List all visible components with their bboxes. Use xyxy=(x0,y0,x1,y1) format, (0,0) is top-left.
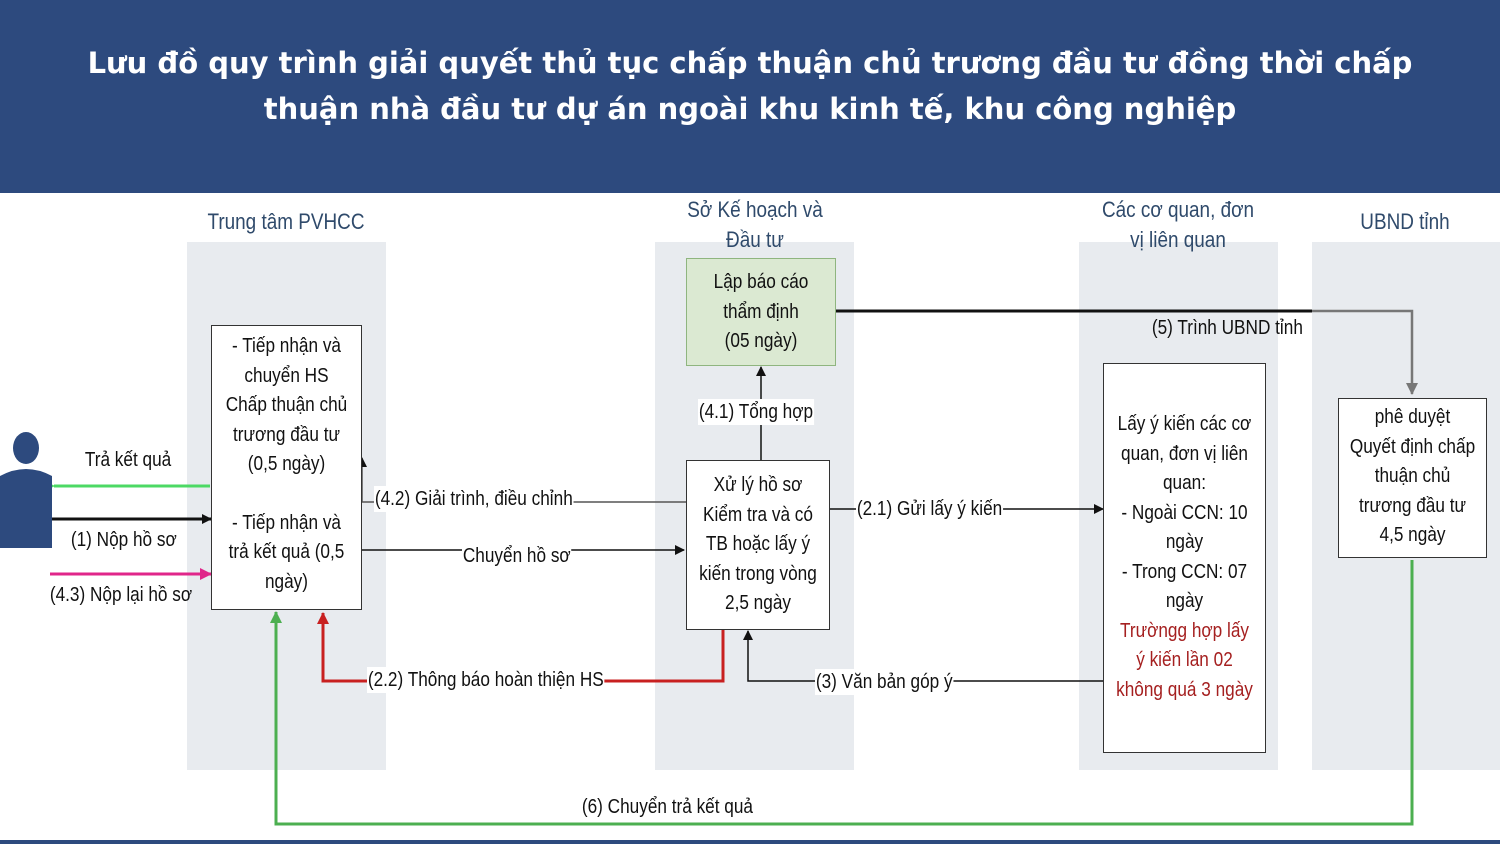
label-tong-hop: (4.1) Tổng hợp xyxy=(698,401,814,423)
label-thong-bao: (2.2) Thông báo hoàn thiện HS xyxy=(367,669,604,691)
label-chuyen-ho-so: Chuyển hồ sơ xyxy=(462,545,571,567)
page-title: Lưu đồ quy trình giải quyết thủ tục chấp thuận chủ trương đầu tư đồng thời chấp thuận nhà đầu tư dự án ngoài khu kinh tế, khu công nghiệp xyxy=(87,46,1413,126)
box-lay-y-kien xyxy=(1103,363,1266,753)
box-lay-y-kien-line: quan, đơn vị liên xyxy=(1121,442,1248,465)
box-lay-y-kien-note: ý kiến lần 02 xyxy=(1136,649,1233,671)
box-xu-ly-line: TB hoặc lấy ý xyxy=(705,533,811,555)
person-icon xyxy=(0,428,60,548)
box-lap-bao-cao-line: (05 ngày) xyxy=(724,330,798,352)
box-xu-ly-line: Kiểm tra và có xyxy=(703,503,813,526)
box-phe-duyet-line: thuận chủ xyxy=(1374,465,1451,487)
box-phe-duyet-line: trương đầu tư xyxy=(1359,494,1466,517)
lane-title-ubnd: UBND tỉnh xyxy=(1360,209,1450,234)
label-nop-lai: (4.3) Nộp lại hồ sơ xyxy=(49,584,193,606)
label-nop-ho-so: (1) Nộp hồ sơ xyxy=(70,529,177,551)
box-lap-bao-cao xyxy=(686,258,836,366)
box-lay-y-kien-note: không quá 3 ngày xyxy=(1116,678,1253,701)
box-xu-ly-line: kiến trong vòng xyxy=(699,562,817,585)
box-lay-y-kien-line: ngày xyxy=(1165,531,1204,553)
box-xu-ly-line: Xử lý hồ sơ xyxy=(713,474,803,496)
box-tiep-nhan-line: Chấp thuận chủ xyxy=(225,394,348,416)
lane-title-pvhcc: Trung tâm PVHCC xyxy=(207,209,365,234)
edge-trinh-ubnd xyxy=(1312,311,1412,394)
box-xu-ly xyxy=(686,460,830,630)
box-lap-bao-cao-line: thẩm định xyxy=(723,300,799,323)
box-tiep-nhan-line: ngày) xyxy=(264,570,309,593)
box-lay-y-kien-line: - Ngoài CCN: 10 xyxy=(1121,501,1248,524)
box-tiep-nhan-line: trương đầu tư xyxy=(233,423,340,446)
box-tiep-nhan-spacer xyxy=(222,480,350,509)
label-tra-ket-qua: Trả kết quả xyxy=(84,449,172,471)
label-chuyen-tra: (6) Chuyển trả kết quả xyxy=(581,796,753,818)
lane-title-skhdt: Sở Kế hoạch và Đầu tư xyxy=(687,197,823,252)
box-tiep-nhan-line: - Tiếp nhận và xyxy=(231,511,342,534)
box-lap-bao-cao-line: Lập báo cáo xyxy=(713,271,809,293)
box-lay-y-kien-note: Trườngg hợp lấy xyxy=(1119,619,1250,642)
box-phe-duyet-line: Quyết định chấp xyxy=(1349,435,1476,458)
box-tiep-nhan-line: chuyển HS xyxy=(244,364,329,387)
box-tiep-nhan-line: (0,5 ngày) xyxy=(247,453,326,475)
box-lay-y-kien-line: quan: xyxy=(1162,472,1207,494)
box-lay-y-kien-line: Lấy ý kiến các cơ xyxy=(1117,413,1252,435)
label-van-ban-gop-y: (3) Văn bản góp ý xyxy=(815,671,953,693)
box-tiep-nhan-line: - Tiếp nhận và xyxy=(231,335,342,357)
box-lay-y-kien-line: ngày xyxy=(1165,590,1204,612)
label-gui-lay-y-kien: (2.1) Gửi lấy ý kiến xyxy=(856,498,1003,520)
box-tiep-nhan-line: trả kết quả (0,5 xyxy=(228,541,345,563)
box-phe-duyet xyxy=(1338,398,1487,558)
label-giai-trinh: (4.2) Giải trình, điều chỉnh xyxy=(374,488,573,510)
box-xu-ly-line: 2,5 ngày xyxy=(724,592,791,614)
label-trinh-ubnd: (5) Trình UBND tỉnh xyxy=(1151,317,1303,339)
box-lay-y-kien-line: - Trong CCN: 07 xyxy=(1121,560,1248,583)
box-phe-duyet-line: phê duyệt xyxy=(1374,406,1451,428)
box-tiep-nhan xyxy=(211,325,362,610)
lane-title-coquan: Các cơ quan, đơn vị liên quan xyxy=(1101,197,1255,252)
box-phe-duyet-line: 4,5 ngày xyxy=(1379,524,1446,546)
